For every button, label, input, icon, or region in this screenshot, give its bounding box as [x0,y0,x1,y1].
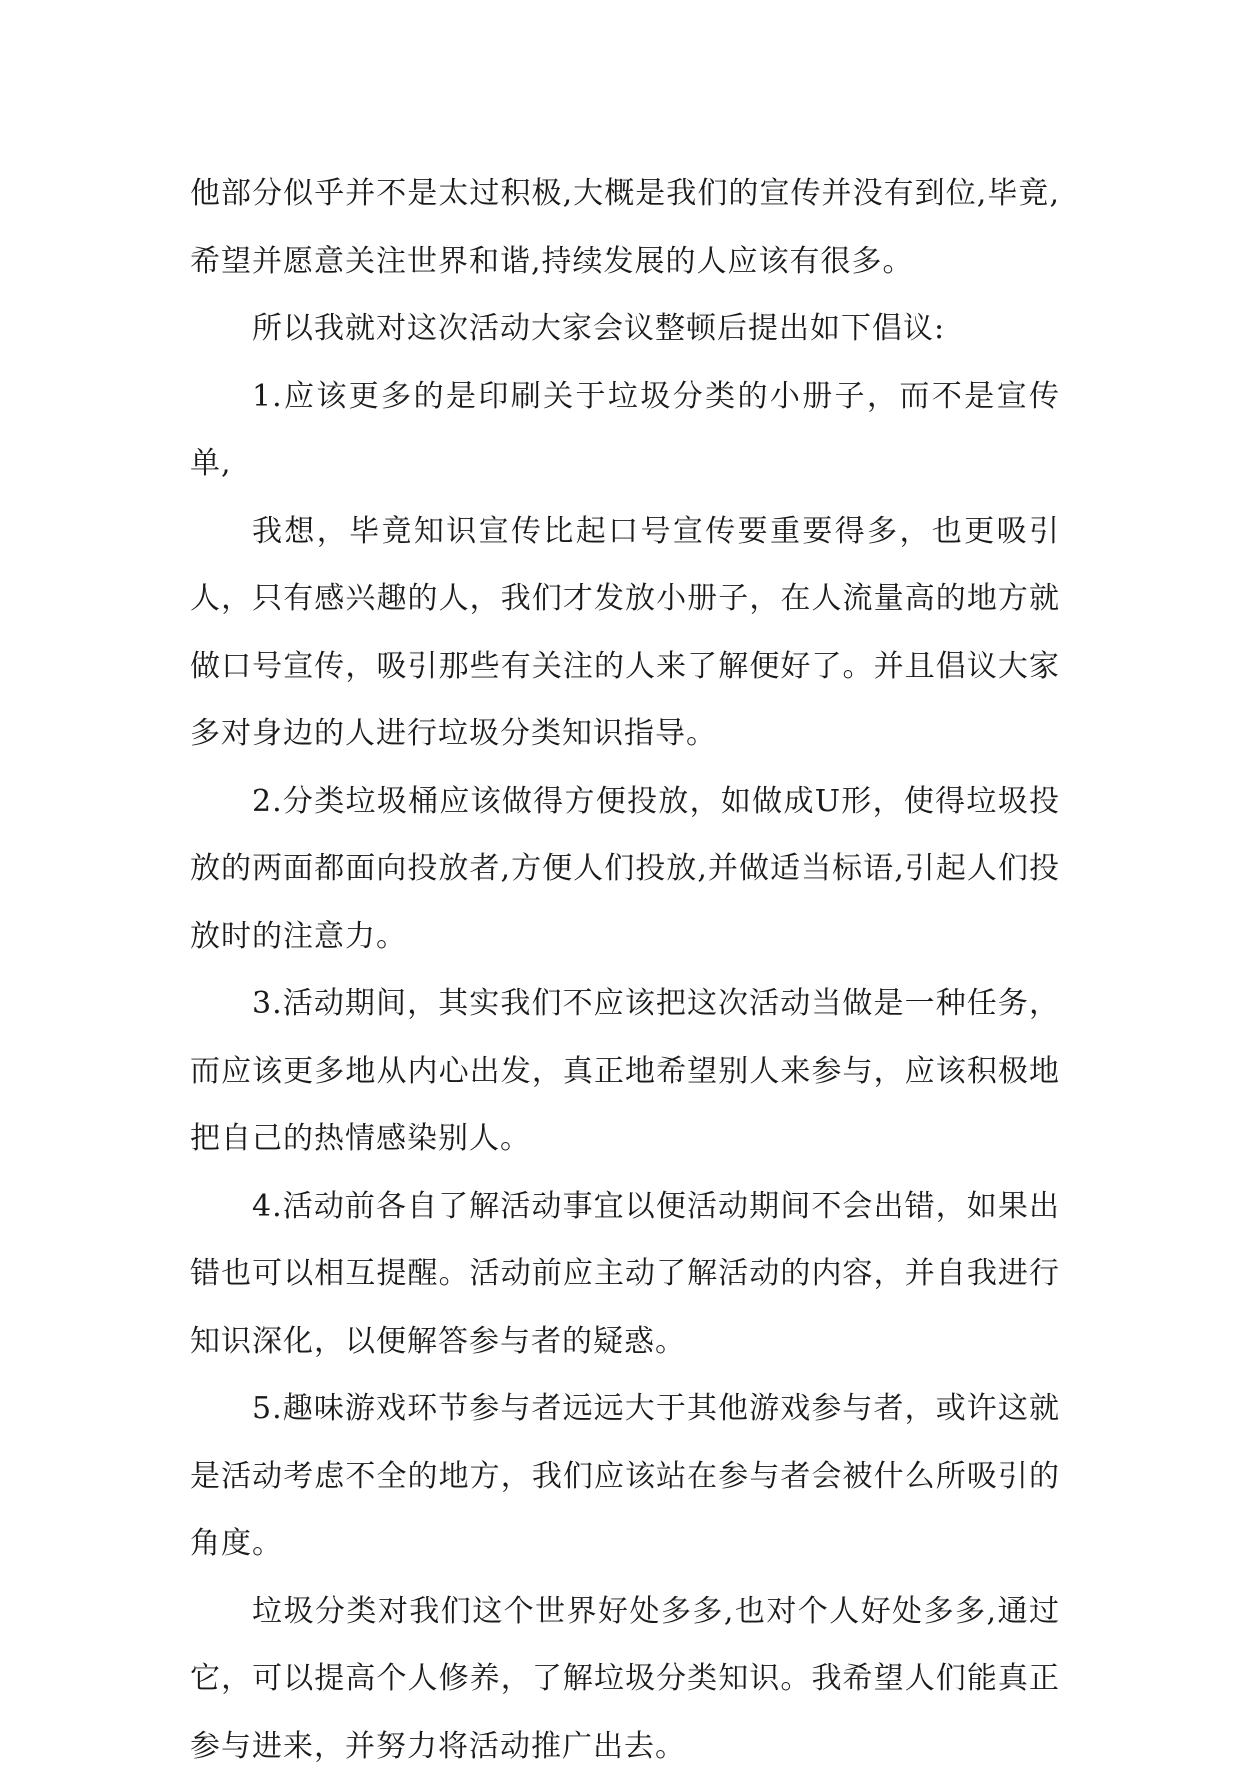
paragraph-item-1: 1.应该更多的是印刷关于垃圾分类的小册子，而不是宣传单, [190,363,1060,498]
paragraph-item-2: 2.分类垃圾桶应该做得方便投放，如做成U形，使得垃圾投放的两面都面向投放者,方便人们投放,并做适当标语,引起人们投放时的注意力。 [190,768,1060,971]
document-body [190,160,1060,1780]
paragraph-conclusion: 垃圾分类对我们这个世界好处多多,也对个人好处多多,通过它，可以提高个人修养，了解垃圾分类知识。我希望人们能真正参与进来，并努力将活动推广出去。 [190,1578,1060,1780]
paragraph-item-3: 3.活动期间，其实我们不应该把这次活动当做是一种任务，而应该更多地从内心出发，真正地希望别人来参与，应该积极地把自己的热情感染别人。 [190,970,1060,1173]
paragraph-item-1-detail: 我想，毕竟知识宣传比起口号宣传要重要得多，也更吸引人，只有感兴趣的人，我们才发放小册子，在人流量高的地方就做口号宣传，吸引那些有关注的人来了解便好了。并且倡议大家多对身边的人进行垃圾分类知识指导。 [190,498,1060,768]
paragraph-proposal-intro: 所以我就对这次活动大家会议整顿后提出如下倡议: [190,295,1060,363]
paragraph-item-4: 4.活动前各自了解活动事宜以便活动期间不会出错，如果出错也可以相互提醒。活动前应主动了解活动的内容，并自我进行知识深化，以便解答参与者的疑惑。 [190,1173,1060,1376]
paragraph-item-5: 5.趣味游戏环节参与者远远大于其他游戏参与者，或许这就是活动考虑不全的地方，我们应该站在参与者会被什么所吸引的角度。 [190,1375,1060,1578]
paragraph-continuation: 他部分似乎并不是太过积极,大概是我们的宣传并没有到位,毕竟,希望并愿意关注世界和谐,持续发展的人应该有很多。 [190,160,1060,295]
